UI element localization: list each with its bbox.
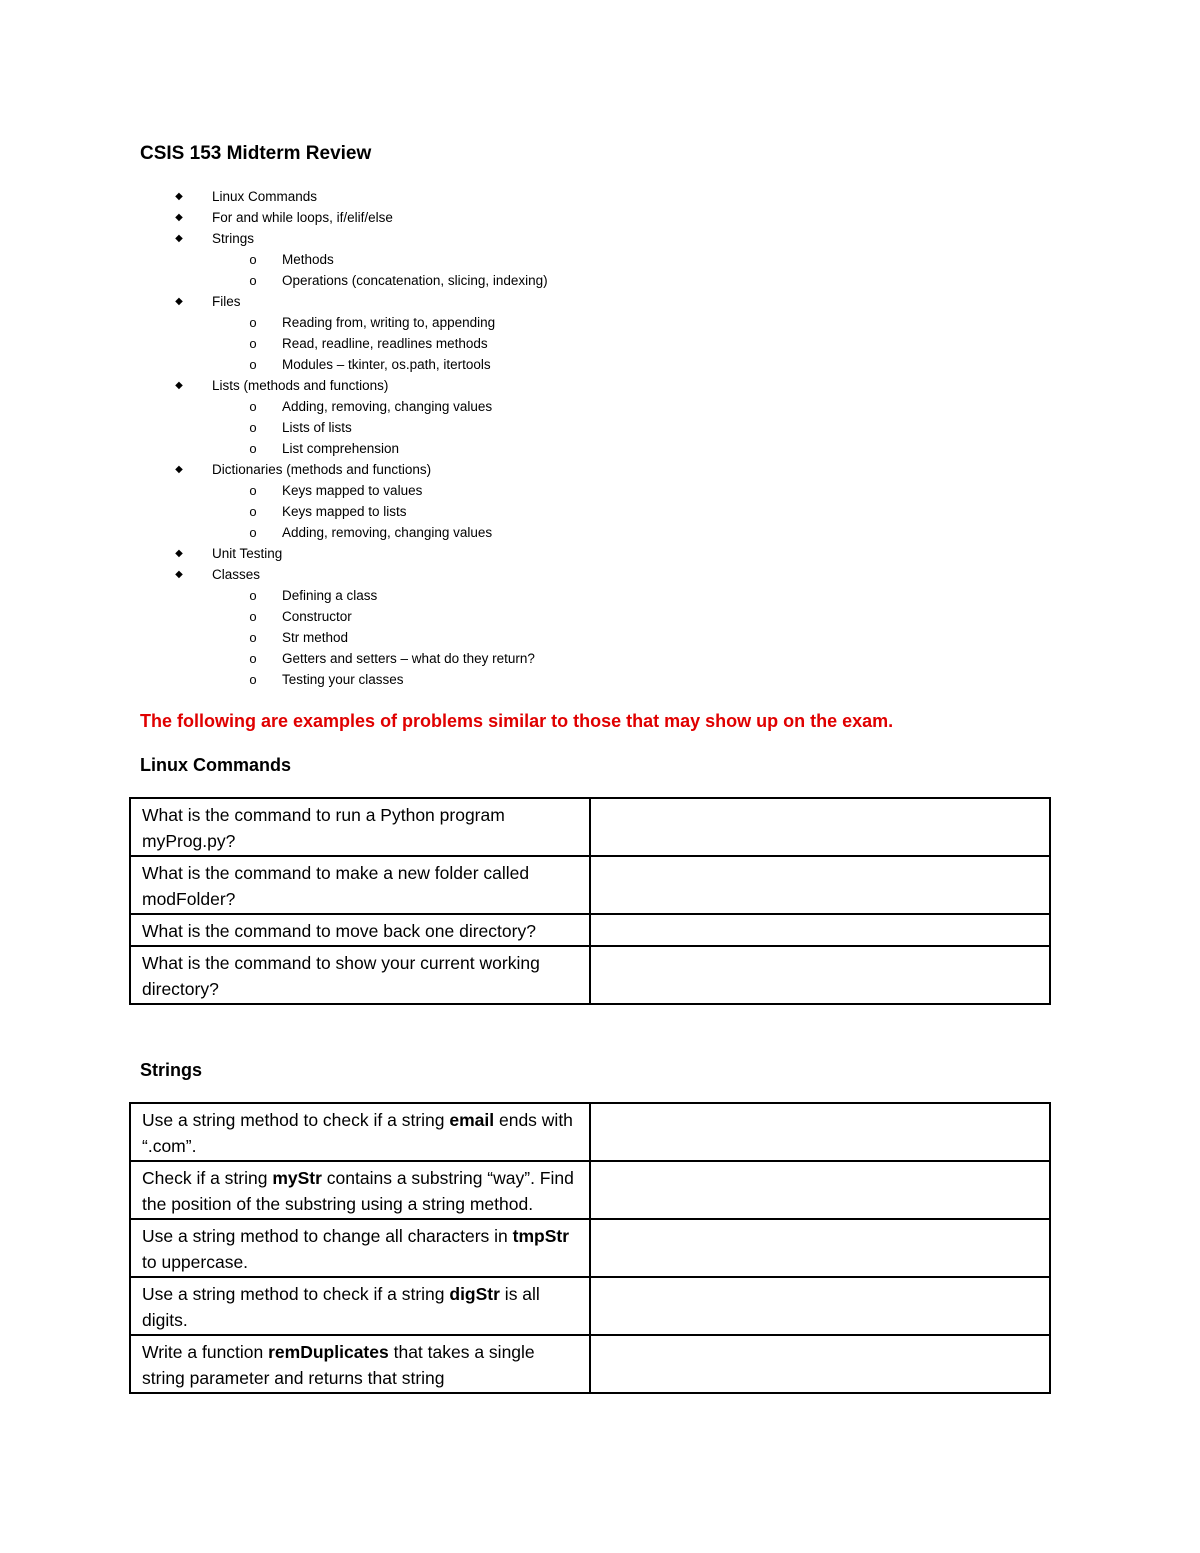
question-text: What is the command to move back one directory? xyxy=(142,921,536,941)
diamond-bullet-icon: ◆ xyxy=(175,380,183,391)
linux-commands-table xyxy=(129,797,1051,1005)
answer-cell[interactable] xyxy=(590,1103,1050,1161)
answer-cell[interactable] xyxy=(590,1161,1050,1219)
circle-bullet-icon: o xyxy=(249,420,257,435)
outline-subitem xyxy=(0,270,1200,291)
outline-item-label: Linux Commands xyxy=(212,189,318,204)
answer-cell[interactable] xyxy=(590,798,1050,856)
outline-subitem-label: Methods xyxy=(282,252,334,267)
outline-item xyxy=(0,459,1200,480)
outline-subitem-label: Lists of lists xyxy=(282,420,352,435)
outline-item-label: For and while loops, if/elif/else xyxy=(212,210,393,225)
question-text: Use a string method to check if a string xyxy=(142,1284,450,1304)
circle-bullet-icon: o xyxy=(249,315,257,330)
circle-bullet-icon: o xyxy=(249,357,257,372)
outline-subitem-label: Keys mapped to lists xyxy=(282,504,407,519)
outline-subitem-label: Modules – tkinter, os.path, itertools xyxy=(282,357,491,372)
outline-subitem-label: Read, readline, readlines methods xyxy=(282,336,488,351)
answer-cell[interactable] xyxy=(590,1335,1050,1393)
question-text: is all digits. xyxy=(142,1284,540,1330)
outline-item-label: Unit Testing xyxy=(212,546,283,561)
circle-bullet-icon: o xyxy=(249,336,257,351)
exam-notice: The following are examples of problems similar to those that may show up on the exam. xyxy=(140,711,894,731)
outline-subitem-label: List comprehension xyxy=(282,441,400,456)
question-text: Use a string method to check if a string xyxy=(142,1110,450,1130)
outline-subitem-label: Constructor xyxy=(282,609,352,624)
outline-subitem-label: Adding, removing, changing values xyxy=(282,525,493,540)
question-cell xyxy=(130,1219,590,1277)
outline-item xyxy=(0,207,1200,228)
answer-cell[interactable] xyxy=(590,1219,1050,1277)
outline-item xyxy=(0,375,1200,396)
outline-item xyxy=(0,543,1200,564)
question-text: that takes a single string parameter and returns that string xyxy=(142,1342,535,1388)
question-cell xyxy=(130,1277,590,1335)
strings-table xyxy=(129,1102,1051,1394)
question-cell xyxy=(130,856,590,914)
outline-subitem xyxy=(0,417,1200,438)
outline-subitem xyxy=(0,333,1200,354)
outline-subitem xyxy=(0,522,1200,543)
question-text: to uppercase. xyxy=(142,1252,249,1272)
answer-cell[interactable] xyxy=(590,946,1050,1004)
table-row xyxy=(130,1277,1050,1335)
outline-subitem xyxy=(0,354,1200,375)
question-identifier: email xyxy=(449,1110,495,1130)
circle-bullet-icon: o xyxy=(249,504,257,519)
outline-subitem xyxy=(0,249,1200,270)
circle-bullet-icon: o xyxy=(249,588,257,603)
outline-subitem-label: Testing your classes xyxy=(282,672,404,687)
outline-item xyxy=(0,186,1200,207)
question-cell xyxy=(130,914,590,946)
outline-item-label: Dictionaries (methods and functions) xyxy=(212,462,432,477)
outline-subitem xyxy=(0,396,1200,417)
outline-item xyxy=(0,228,1200,249)
answer-cell[interactable] xyxy=(590,914,1050,946)
section-heading-linux-commands: Linux Commands xyxy=(140,755,292,775)
circle-bullet-icon: o xyxy=(249,609,257,624)
outline-subitem-label: Defining a class xyxy=(282,588,378,603)
question-cell xyxy=(130,946,590,1004)
diamond-bullet-icon: ◆ xyxy=(175,569,183,580)
outline-subitem-label: Reading from, writing to, appending xyxy=(282,315,496,330)
outline-subitem-label: Adding, removing, changing values xyxy=(282,399,493,414)
outline-subitem xyxy=(0,606,1200,627)
outline-subitem-label: Str method xyxy=(282,630,349,645)
question-text: Check if a string xyxy=(142,1168,273,1188)
document-title: CSIS 153 Midterm Review xyxy=(140,143,372,164)
question-identifier: tmpStr xyxy=(512,1226,570,1246)
outline-subitem xyxy=(0,501,1200,522)
question-cell xyxy=(130,798,590,856)
circle-bullet-icon: o xyxy=(249,441,257,456)
outline-subitem xyxy=(0,480,1200,501)
diamond-bullet-icon: ◆ xyxy=(175,212,183,223)
question-text: What is the command to show your current working directory? xyxy=(142,953,540,999)
question-identifier: myStr xyxy=(272,1168,322,1188)
circle-bullet-icon: o xyxy=(249,483,257,498)
diamond-bullet-icon: ◆ xyxy=(175,233,183,244)
question-cell xyxy=(130,1103,590,1161)
outline-item-label: Lists (methods and functions) xyxy=(212,378,389,393)
answer-cell[interactable] xyxy=(590,1277,1050,1335)
table-row xyxy=(130,1103,1050,1161)
circle-bullet-icon: o xyxy=(249,273,257,288)
outline-subitem-label: Getters and setters – what do they return? xyxy=(282,651,535,666)
outline-subitem xyxy=(0,648,1200,669)
table-row xyxy=(130,914,1050,946)
question-text: What is the command to run a Python program myProg.py? xyxy=(142,805,505,851)
outline-subitem xyxy=(0,669,1200,690)
outline-subitem-label: Keys mapped to values xyxy=(282,483,423,498)
circle-bullet-icon: o xyxy=(249,252,257,267)
table-row xyxy=(130,798,1050,856)
circle-bullet-icon: o xyxy=(249,525,257,540)
table-row xyxy=(130,946,1050,1004)
topic-outline xyxy=(0,186,1200,690)
outline-subitem xyxy=(0,585,1200,606)
section-heading-strings: Strings xyxy=(140,1060,203,1080)
outline-item-label: Classes xyxy=(212,567,261,582)
outline-subitem xyxy=(0,627,1200,648)
question-text: Use a string method to change all characters in xyxy=(142,1226,513,1246)
question-identifier: digStr xyxy=(449,1284,500,1304)
question-text: What is the command to make a new folder called modFolder? xyxy=(142,863,530,909)
diamond-bullet-icon: ◆ xyxy=(175,548,183,559)
diamond-bullet-icon: ◆ xyxy=(175,464,183,475)
table-row xyxy=(130,856,1050,914)
outline-subitem-label: Operations (concatenation, slicing, indexing) xyxy=(282,273,548,288)
diamond-bullet-icon: ◆ xyxy=(175,191,183,202)
outline-item xyxy=(0,564,1200,585)
answer-cell[interactable] xyxy=(590,856,1050,914)
outline-item xyxy=(0,291,1200,312)
outline-item-label: Files xyxy=(212,294,241,309)
circle-bullet-icon: o xyxy=(249,651,257,666)
table-row xyxy=(130,1219,1050,1277)
question-text: Write a function xyxy=(142,1342,269,1362)
question-text: contains a substring “way”. Find the position of the substring using a string method. xyxy=(142,1168,574,1214)
outline-subitem xyxy=(0,312,1200,333)
circle-bullet-icon: o xyxy=(249,672,257,687)
outline-subitem xyxy=(0,438,1200,459)
circle-bullet-icon: o xyxy=(249,399,257,414)
question-cell xyxy=(130,1335,590,1393)
question-identifier: remDuplicates xyxy=(268,1342,389,1362)
question-cell xyxy=(130,1161,590,1219)
diamond-bullet-icon: ◆ xyxy=(175,296,183,307)
outline-item-label: Strings xyxy=(212,231,255,246)
question-text: ends with “.com”. xyxy=(142,1110,573,1156)
table-row xyxy=(130,1335,1050,1393)
circle-bullet-icon: o xyxy=(249,630,257,645)
table-row xyxy=(130,1161,1050,1219)
